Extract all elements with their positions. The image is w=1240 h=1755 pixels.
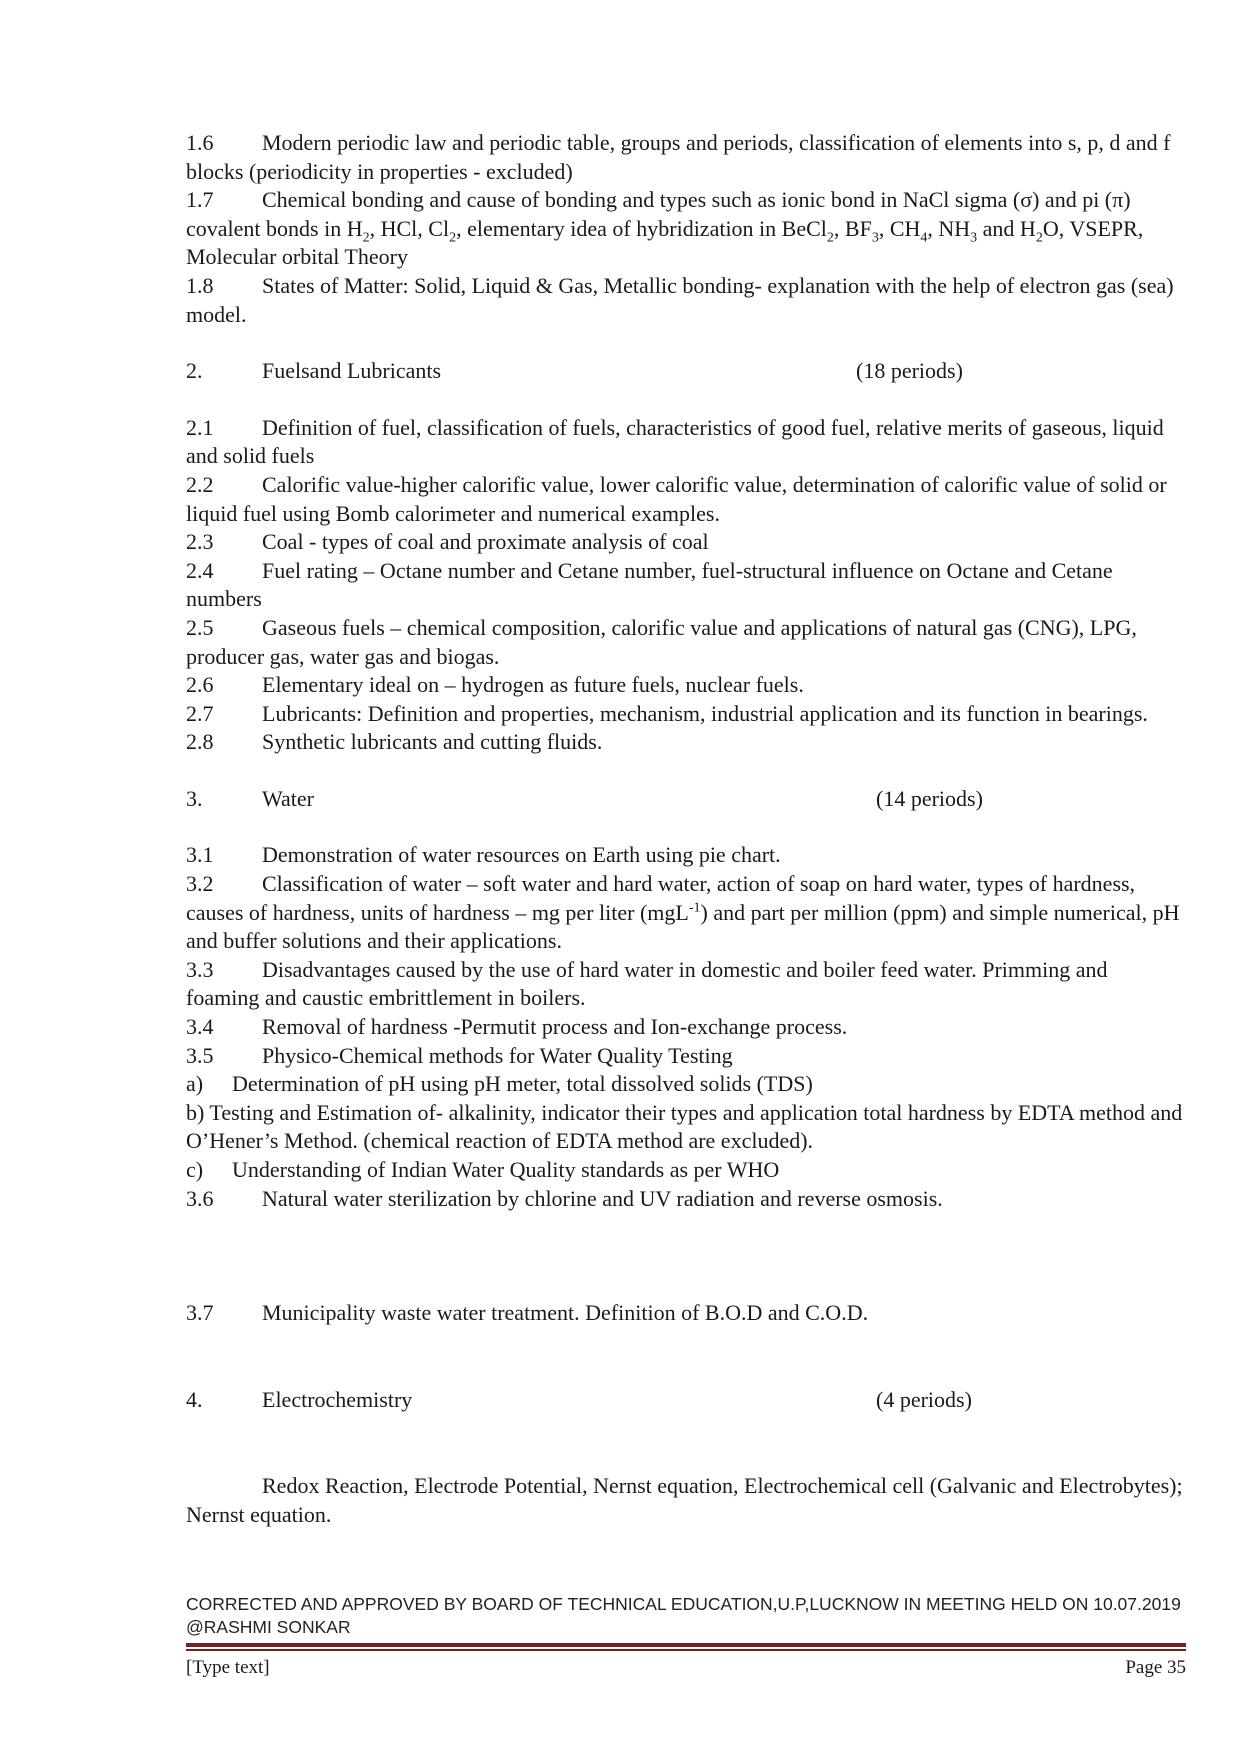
subscript: 2	[449, 230, 457, 246]
section-periods: (14 periods)	[876, 785, 983, 811]
item-text: ) and part per million (ppm) and simple numerical, pH and buffer solutions and their applications.	[186, 899, 1180, 954]
item-text: Understanding of Indian Water Quality standards as per WHO	[232, 1157, 780, 1182]
item-number: 3.3	[186, 956, 214, 982]
syllabus-content	[186, 129, 1186, 1530]
section-heading-2	[186, 357, 1186, 386]
item-text: Demonstration of water resources on Earth using pie chart.	[262, 842, 781, 868]
item-text: Determination of pH using pH meter, total dissolved solids (TDS)	[232, 1071, 813, 1097]
item-text: Modern periodic law and periodic table, groups and periods, classification of elements into s, p, d and f blocks (periodicity in properties - excluded)	[186, 130, 1171, 184]
item-number: 2.6	[186, 672, 214, 698]
item-text: Physico-Chemical methods for Water Quality Testing	[262, 1042, 733, 1068]
sub-item-label: a)	[186, 1071, 204, 1097]
section-title: Fuelsand Lubricants	[262, 358, 442, 384]
item-3-1	[186, 841, 1186, 870]
subscript: 2	[362, 230, 370, 246]
item-2-3	[186, 528, 1186, 557]
item-number: 2.2	[186, 471, 214, 497]
item-text: , HCl, Cl	[369, 215, 450, 241]
item-number: 2.1	[186, 414, 214, 440]
item-1-7	[186, 186, 1186, 272]
footer-placeholder-text: [Type text]	[186, 1657, 270, 1678]
item-text: O, VSEPR, Molecular orbital Theory	[186, 215, 1144, 270]
section-heading-4	[186, 1386, 1186, 1415]
item-3-5	[186, 1042, 1186, 1071]
item-number: 3.2	[186, 871, 214, 897]
subscript: 4	[920, 230, 928, 246]
item-text: Synthetic lubricants and cutting fluids.	[262, 729, 603, 755]
item-text: Removal of hardness -Permutit process and Ion-exchange process.	[262, 1014, 848, 1040]
item-text: and H	[977, 215, 1036, 241]
item-text: , NH	[927, 215, 971, 241]
section-periods: (4 periods)	[876, 1386, 972, 1412]
item-2-1	[186, 414, 1186, 471]
subscript: 3	[871, 230, 879, 246]
item-text: Calorific value-higher calorific value, lower calorific value, determination of calorific value of solid or liquid fuel using Bomb calorimeter and numerical examples.	[186, 471, 1167, 526]
item-number: 3.7	[186, 1300, 214, 1326]
item-text: Municipality waste water treatment. Definition of B.O.D and C.O.D.	[262, 1300, 869, 1326]
item-text: Lubricants: Definition and properties, mechanism, industrial application and its function in bearings.	[262, 700, 1148, 726]
item-text: Fuel rating – Octane number and Cetane number, fuel-structural influence on Octane and Cetane numbers	[186, 557, 1113, 612]
item-2-6	[186, 671, 1186, 700]
item-number: 3.6	[186, 1185, 214, 1211]
item-2-5	[186, 614, 1186, 671]
item-3-7	[186, 1299, 1186, 1328]
section-title: Electrochemistry	[262, 1386, 413, 1412]
item-number: 3.1	[186, 842, 214, 868]
section-4-body	[186, 1472, 1186, 1529]
item-number: 2.5	[186, 614, 214, 640]
section-number: 4.	[186, 1386, 203, 1412]
item-number: 2.4	[186, 557, 214, 583]
item-3-2	[186, 870, 1186, 956]
page-number: Page 35	[1125, 1657, 1186, 1678]
item-text: Definition of fuel, classification of fuels, characteristics of good fuel, relative merits of gaseous, liquid and solid fuels	[186, 414, 1164, 469]
item-text: Coal - types of coal and proximate analysis of coal	[262, 529, 709, 555]
item-number: 3.5	[186, 1042, 214, 1068]
item-3-5-c	[186, 1156, 1186, 1185]
item-1-6	[186, 129, 1186, 186]
item-number: 2.8	[186, 729, 214, 755]
item-3-4	[186, 1013, 1186, 1042]
superscript: -1	[688, 900, 701, 916]
item-text: , elementary idea of hybridization in BeCl	[456, 215, 827, 241]
section-heading-3	[186, 785, 1186, 814]
item-2-8	[186, 728, 1186, 757]
item-text: b) Testing and Estimation of- alkalinity, indicator their types and application total hardness by EDTA method and O’Hener’s Method. (chemical reaction of EDTA method are excluded).	[186, 1099, 1183, 1154]
subscript: 3	[970, 230, 978, 246]
subscript: 2	[1035, 230, 1043, 246]
item-text: , BF	[833, 215, 872, 241]
item-number: 1.7	[186, 187, 214, 213]
approval-note: CORRECTED AND APPROVED BY BOARD OF TECHNICAL EDUCATION,U.P,LUCKNOW IN MEETING HELD ON 10.07.2019 @RASHMI SONKAR	[186, 1594, 1181, 1637]
item-3-5-a	[186, 1070, 1186, 1099]
footer-rule	[186, 1643, 1186, 1647]
item-2-4	[186, 557, 1186, 614]
item-text: Natural water sterilization by chlorine and UV radiation and reverse osmosis.	[262, 1185, 943, 1211]
item-number: 1.6	[186, 130, 214, 155]
section-periods: (18 periods)	[856, 358, 963, 384]
item-number: 1.8	[186, 272, 214, 298]
item-number: 2.3	[186, 529, 214, 555]
item-text: Elementary ideal on – hydrogen as future fuels, nuclear fuels.	[262, 672, 804, 698]
item-text: , CH	[878, 215, 921, 241]
item-3-6	[186, 1185, 1186, 1214]
item-3-3	[186, 956, 1186, 1013]
item-text: Gaseous fuels – chemical composition, calorific value and applications of natural gas (CNG), LPG, producer gas, water gas and biogas.	[186, 614, 1137, 669]
sub-item-label: c)	[186, 1157, 204, 1182]
section-number: 2.	[186, 358, 203, 384]
subscript: 2	[826, 230, 834, 246]
footer-rule-thin	[186, 1649, 1186, 1651]
item-text: Classification of water – soft water and hard water, action of soap on hard water, types of hardness, causes of hardness, units of hardness – mg per liter (mgL	[186, 871, 1136, 925]
section-title: Water	[262, 785, 314, 811]
item-text: Chemical bonding and cause of bonding and types such as ionic bond in NaCl sigma (σ) and pi (π) covalent bonds in H	[186, 187, 1131, 241]
item-number: 3.4	[186, 1014, 214, 1040]
item-number: 2.7	[186, 700, 214, 726]
item-text: States of Matter: Solid, Liquid & Gas, Metallic bonding- explanation with the help of electron gas (sea) model.	[186, 272, 1174, 327]
item-text: Redox Reaction, Electrode Potential, Nernst equation, Electrochemical cell (Galvanic and Electrobytes); Nernst equation.	[186, 1473, 1183, 1527]
section-number: 3.	[186, 785, 203, 811]
item-2-7	[186, 700, 1186, 729]
item-3-5-b	[186, 1099, 1186, 1156]
item-1-8	[186, 272, 1186, 329]
item-text: Disadvantages caused by the use of hard water in domestic and boiler feed water. Primming and foaming and caustic embrittlement in boilers.	[186, 956, 1108, 1011]
item-2-2	[186, 471, 1186, 528]
